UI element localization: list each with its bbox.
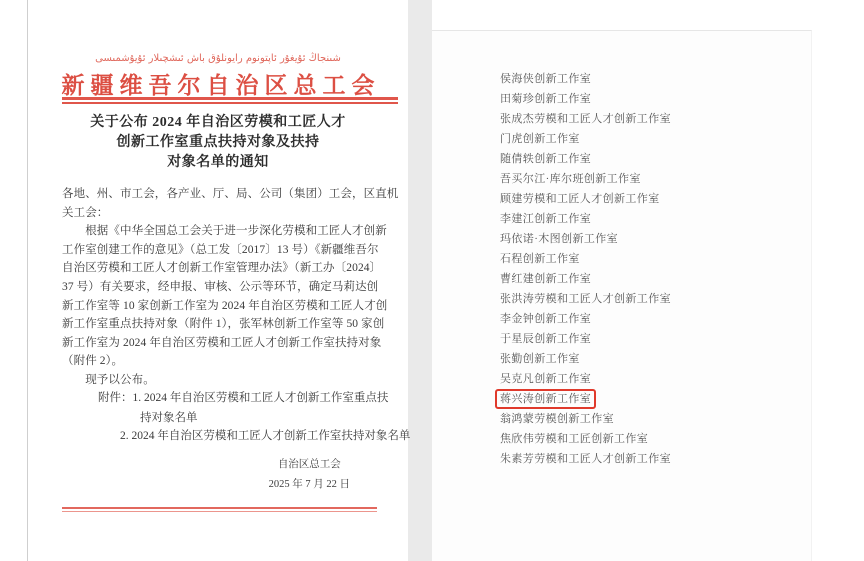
- body-line: 关工会：: [62, 206, 109, 219]
- body-line: 工作室创建工作的意见》（总工发〔2017〕13 号）《新疆维吾尔: [62, 243, 379, 256]
- body-line: 自治区劳模和工匠人才创新工作室管理办法》（新工办〔2024〕: [62, 262, 382, 275]
- body-line: （附件 2）。: [62, 355, 124, 368]
- workshop-list-item: 玛依诺·木图创新工作室: [500, 233, 619, 245]
- signature-block: [269, 455, 350, 495]
- workshop-list-item: 顾建劳模和工匠人才创新工作室: [500, 193, 660, 205]
- page-gap-divider: [408, 0, 432, 561]
- workshop-list-item: 张勤创新工作室: [500, 353, 580, 365]
- notice-document-page: [27, 0, 411, 561]
- workshop-list-page: [432, 30, 812, 561]
- notice-title-line: 对象名单的通知: [167, 155, 269, 170]
- workshop-list-item: 曹红建创新工作室: [500, 273, 592, 285]
- workshop-list-item: 焦欣伟劳模和工匠创新工作室: [500, 433, 649, 445]
- workshop-list-item: 门虎创新工作室: [500, 133, 580, 145]
- uyghur-masthead-text: شىنجاڭ ئۇيغۇر ئاپتونوم رايونلۇق باش ئىشچىلار ئۇيۇشمىسى: [95, 53, 341, 64]
- attachment-list-line-1: 附件：1. 2024 年自治区劳模和工匠人才创新工作室重点扶: [98, 392, 389, 404]
- workshop-list-item: 田菊珍创新工作室: [500, 93, 592, 105]
- body-line: 根据《中华全国总工会关于进一步深化劳模和工匠人才创新: [62, 225, 387, 238]
- workshop-list-item: 翁鸿蒙劳模创新工作室: [500, 413, 614, 425]
- body-line: 现予以公布。: [62, 373, 155, 386]
- notice-body-text: [62, 185, 402, 390]
- signature-date: 2025 年 7 月 22 日: [268, 479, 350, 490]
- body-line: 37 号）有关要求，经申报、审核、公示等环节，确定马莉达创: [62, 280, 379, 293]
- workshop-list-item: 石程创新工作室: [500, 253, 580, 265]
- workshop-list-item: 朱素芳劳模和工匠人才创新工作室: [500, 453, 671, 465]
- body-line: 新工作室为 2024 年自治区劳模和工匠人才创新工作室扶持对象: [62, 336, 382, 349]
- workshop-list-item: 张成杰劳模和工匠人才创新工作室: [500, 113, 671, 125]
- red-highlight-box: 蒋兴涛创新工作室: [495, 389, 596, 409]
- attachment-list-line-2: 持对象名单: [140, 412, 198, 424]
- header-double-rule: [62, 97, 398, 104]
- workshop-list-item: 于星辰创新工作室: [500, 333, 592, 345]
- workshop-list-item: 侯海侠创新工作室: [500, 73, 592, 85]
- workshop-list-item: 吴克凡创新工作室: [500, 373, 592, 385]
- body-line: 各地、州、市工会，各产业、厅、局、公司（集团）工会，区直机: [62, 188, 399, 200]
- workshop-list-item: 吾买尔江·库尔班创新工作室: [500, 173, 641, 185]
- body-line: 新工作室等 10 家创新工作室为 2024 年自治区劳模和工匠人才创: [62, 299, 388, 312]
- attachment-list-line-3: 2. 2024 年自治区劳模和工匠人才创新工作室扶持对象名单: [120, 430, 411, 442]
- issuing-org-name: 新疆维吾尔自治区总工会: [61, 73, 381, 98]
- notice-title: [28, 113, 408, 173]
- workshop-list-item: 张洪涛劳模和工匠人才创新工作室: [500, 293, 671, 305]
- footer-double-rule: [62, 507, 377, 512]
- workshop-list-item: 李建江创新工作室: [500, 213, 592, 225]
- notice-title-line: 关于公布 2024 年自治区劳模和工匠人才: [90, 115, 346, 130]
- workshop-list-item-highlighted: [500, 389, 671, 409]
- workshop-list-item: 李金钟创新工作室: [500, 313, 592, 325]
- workshop-list: [500, 69, 671, 469]
- workshop-list-item: 随倩轶创新工作室: [500, 153, 592, 165]
- signature-org: 自治区总工会: [277, 459, 341, 470]
- notice-title-line: 创新工作室重点扶持对象及扶持: [116, 135, 320, 150]
- body-line: 新工作室重点扶持对象（附件 1），张军林创新工作室等 50 家创: [62, 318, 385, 331]
